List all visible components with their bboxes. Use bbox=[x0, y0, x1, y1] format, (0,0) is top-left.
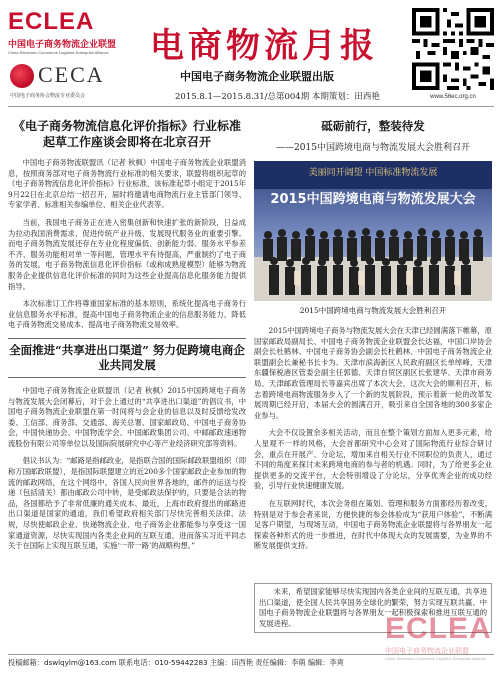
eclea-logo bbox=[8, 8, 138, 58]
watermark-cn: 中国电子商务物流企业联盟 bbox=[385, 647, 469, 655]
right-column bbox=[254, 118, 492, 559]
watermark-mark: ECLEA bbox=[385, 612, 492, 645]
article3-paragraph: 在互联网时代，本次会务组在策划、管理和服务方面都经历着改变，特别是对于参会者来说，方便快捷的参会体验成为“获用户体验”，不断满足客户期望，与现场互动，中国电子商务物流企业联盟将与各界朋友一起探索各种形式的进一步推进，在时代中体现大众的发展需要，为业界的不断发展提供支持。 bbox=[254, 498, 492, 551]
ceca-logo-cn: 中国电子商务协会物流专业委员会 bbox=[10, 93, 86, 99]
eclea-logo-cn: 中国电子商务物流企业联盟 bbox=[8, 40, 117, 50]
photo-caption: 2015中国跨境电商与物流发展大会胜利召开 bbox=[299, 306, 447, 315]
conference-photo bbox=[254, 161, 492, 301]
issue-info: 2015.8.1—2015.8.31/总第004期 本期策划：田西艳 bbox=[175, 92, 380, 102]
footer-contact: 投稿邮箱：dswlqylm@163.com 联系电话：010-59442283 主编：田西艳 责任编辑：李萌 编辑：李爽 bbox=[8, 658, 344, 667]
article1-title: 《电子商务物流信息化评价指标》行业标准起草工作座谈会即将在北京召开 bbox=[12, 119, 241, 149]
header-divider bbox=[8, 106, 494, 107]
watermark-en: China Electronic Commerce Logistics Enterprise Alliance bbox=[385, 656, 486, 661]
photo-banner: 2015中国跨境电商与物流发展大会 bbox=[270, 192, 476, 207]
left-column bbox=[8, 118, 246, 559]
ceca-logo bbox=[10, 62, 140, 102]
article3-paragraph: 2015中国跨境电子商务与物流发展大会在天津已经圆满落下帷幕，原国家邮政局副局长、中国电子商务物流企业联盟会长达福，中国口岸协会副会长杜鹤林、中国电子商务协会副会长杜鹤林、中国电子商务物流企业联盟副会长兼秘书长卡为、天津市滨海新区人民政府副区长单绰峰、天津东疆保税港区管委会副主任郭德、天津自贸区副区长张建华、天津市商务局、天津邮政管理局长等嘉宾出席了本次大会，这次大会的顺利召开，标志着跨境电商物流服务步入了一个新的发展阶段，预示着新一轮的改革发展周期已经开启，本届大会的圆满召开，吸引来自全国各地的300多家企业参与。 bbox=[254, 326, 492, 420]
eclea-logo-mark: ECLEA bbox=[8, 8, 95, 35]
photo-banner-top: 美丽同开阔望 中国标准物流发展 bbox=[308, 168, 438, 178]
ceca-globe-icon bbox=[10, 64, 34, 88]
article2-title: 全面推进“共享进出口渠道” 努力促跨境电商企业共同发展 bbox=[9, 342, 245, 372]
eclea-logo-en: China Electronic Commerce Logistics Enterprise Alliance bbox=[8, 50, 109, 55]
masthead-title: 电商物流月报 bbox=[150, 26, 378, 66]
ceca-logo-mark: CECA bbox=[38, 62, 105, 87]
qr-code-icon bbox=[412, 8, 494, 90]
article1-paragraph: 中国电子商务物流联盟讯（记者 秋枫）中国电子商务物流企业联盟消息，按照商务部对电子商务物流行业标准的相关要求，联盟将组织起草的《电子商务物流信息化评价指标》行业标准，该标准起草小组定于2015年9月22日在北京总结一招召开，届时将邀请电商物流行业主管部门领导、专家学者、标准相关参编单位、相关企业代表等。 bbox=[8, 158, 246, 210]
footer-divider bbox=[8, 654, 494, 655]
article2-title-box bbox=[8, 338, 246, 378]
article2-paragraph: 中国电子商务物流企业联盟讯（记者 秋枫）2015中国跨境电子商务与物流发展大会闭幕后，对于会上通过的“共享进出口渠道”的倡议书，中国电子商务物流企业联盟在第一时间将与会企业的信息以及时反馈给发改委、工信部、商务部、交通部、海关总署、国家邮政局、中国电子商务协会，中国快递协会、中国物流学会、中国邮政集团公司、中邮邮政速递物流股份有限公司等单位以及国际院展研究中心等产业经济研究部等资料。 bbox=[8, 385, 246, 448]
article2-paragraph: 倡议书认为：“邮路是指邮政业，是指联合国的国际邮政联盟组织（即称万国邮政联盟），是指国际联盟建立的近200多个国家邮政企业参加的物流的邮政网络，在这个网络中，各国人民向世界各地的，邮件的运送与投递（包括清关）都由邮政公司中转，是受邮政法保护的，只要是合法的物品，各国都给予了非常低廉的通关成本、最近，上海市政府提出的邮路进出口渠道是国家的通道，我们希望政府相关部门尽快完善相关法律、法规，尽快使邮政企业、快递物流企业、电子商务企业都能参与享受这一国家通道资源，尽快实现国内各类企业间的互联互通，进而落实习近平同志关于在国际上实现互联互通，实施‘一带一路’的战略构想。” bbox=[8, 456, 246, 551]
closing-note-box bbox=[254, 583, 492, 633]
article3-title: 砥砺前行，整装待发 bbox=[321, 119, 425, 133]
qr-caption: www.56ec.org.cn bbox=[430, 94, 476, 100]
article1-paragraph: 本次标准订工作将尊重国家标准的基本原则，系统化提高电子商务行业信息服务水平标准，提高中国电子商务物流企业的信息服务能力，降低电子商务物流交易成本、提高电子商务物流交易效率。 bbox=[8, 299, 246, 330]
header bbox=[0, 0, 500, 110]
article1-paragraph: 当前，我国电子商务正在进入密集创新和快速扩张的新阶段，日益成为拉动我国消费需求、促进传统产业升级、发展现代服务业的重要引擎。而电子商务物流发展还存在专业化程度偏低、创新能力弱、服务水平参差不齐、服务功能相对单一等问题，管理水平有待提高，严重制约了电子商务的发展。电子商务物流信息化评价指标（或称成熟度模型）能够为物流服务企业提供信息化评价标准的同时为这些企业提高信息化服务能力提供指导。 bbox=[8, 217, 246, 291]
closing-note: 未来，希望国家能够尽快实现国内各类企业间的互联互通，共享进出口渠道，使全国人民共享国务全球化的繁荣，努力实现互联共赢、中国电子商务物流企业联盟将与各界朋友一起积极探索和推进互联互通的发展进程。 bbox=[259, 587, 487, 628]
article3-subtitle: ——2015中国跨境电商与物流发展大会胜利召开 bbox=[276, 143, 470, 153]
article3-paragraph: 大会不仅设置余多相关活动，而且在整个策划方面加入更多元素，给人星观不一样的风格，大会首都研究中心会对了国际物流行业综合研讨会，重点在开展产、分论坛，增加来自相关行业不同职位的负责人，通过不同的角度来探讨未来跨境电商的参与者的机遇。同时，为了给更多企业提供更多的交流平台，大会特别增设了分论坛，分享优秀企业的成功经验，引导行业快速健康发展。 bbox=[254, 428, 492, 491]
masthead-subtitle: 中国电子商务物流企业联盟出版 bbox=[180, 70, 334, 83]
